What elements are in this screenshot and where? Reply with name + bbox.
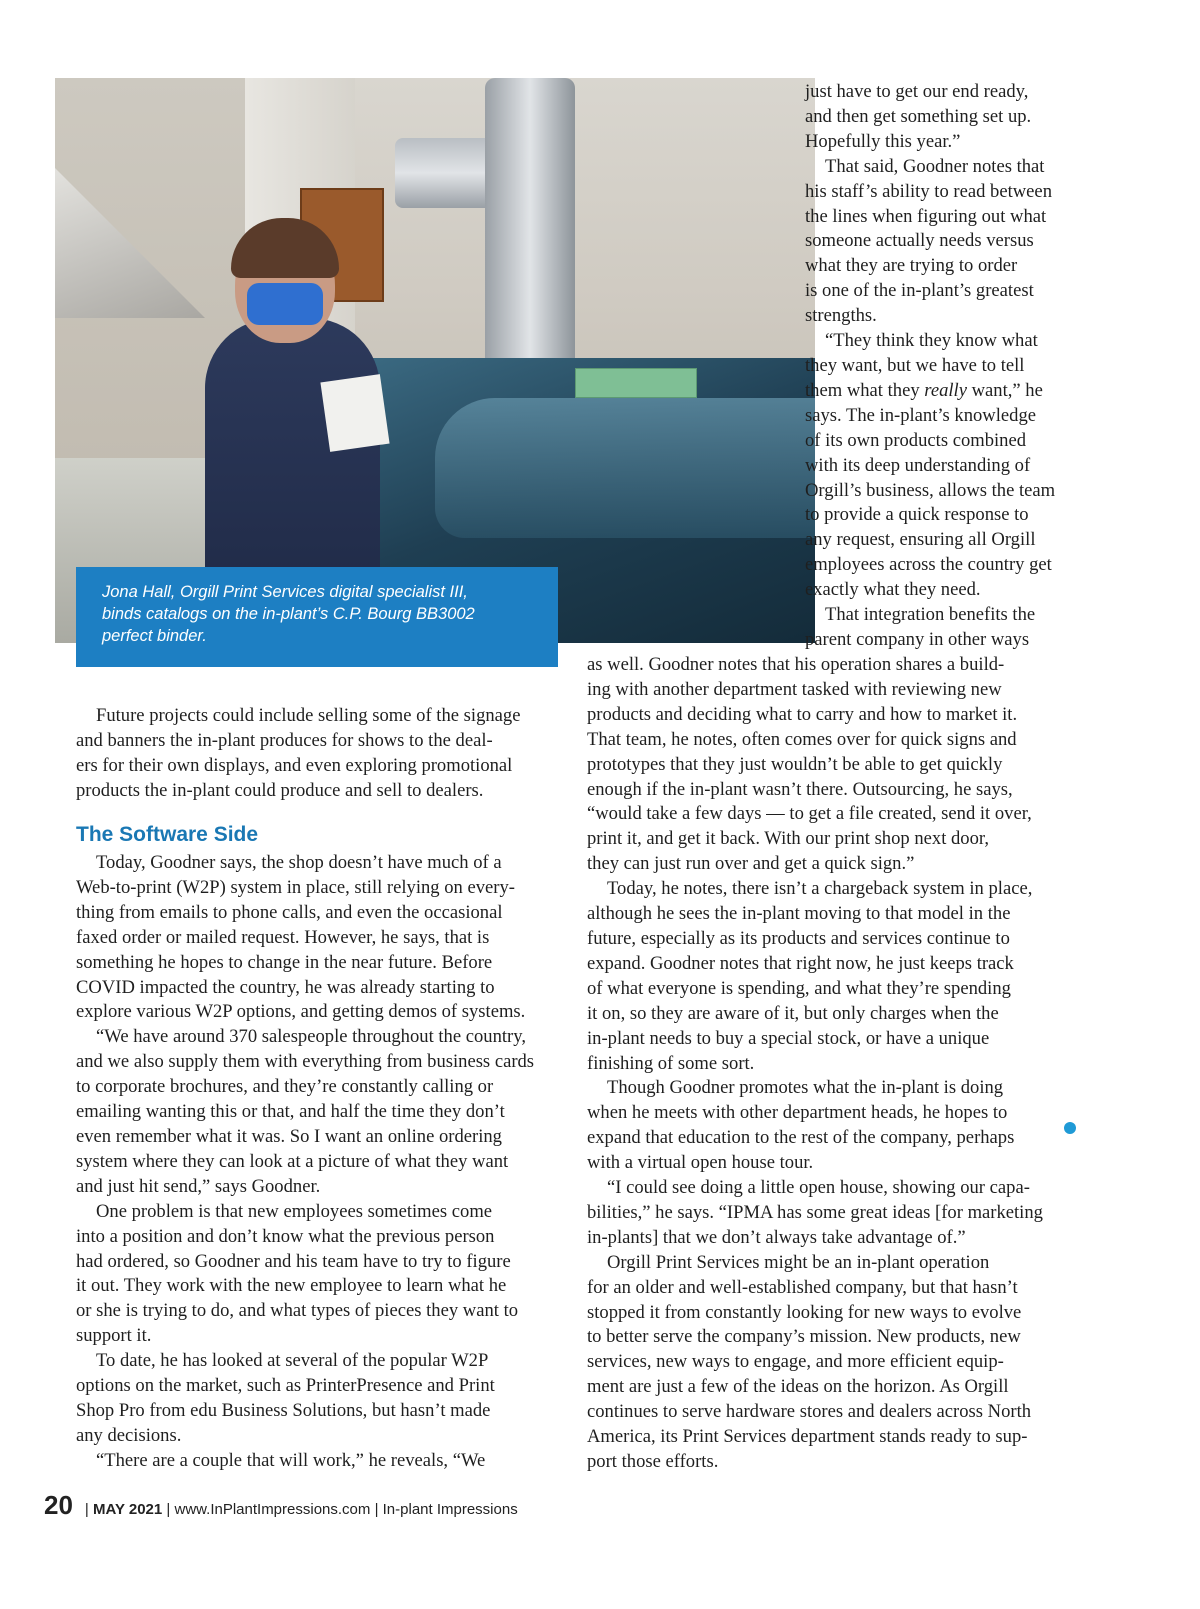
footer-separator: | (166, 1501, 171, 1518)
photo-duct (485, 78, 575, 388)
photo-face-mask (247, 283, 323, 325)
text-line: finishing of some sort. (587, 1052, 755, 1074)
text-line: his staff’s ability to read between (805, 180, 1052, 202)
text-line: they want, but we have to tell (805, 354, 1025, 376)
text-line: enough if the in-plant wasn’t there. Outsourcing, he says, (587, 778, 1013, 800)
caption-line: Jona Hall, Orgill Print Services digital specialist III, (102, 583, 468, 601)
text-line: continues to serve hardware stores and dealers across North (587, 1401, 1032, 1423)
text-line: any request, ensuring all Orgill (805, 529, 1036, 551)
text-line: port those efforts. (587, 1451, 719, 1472)
text-line: exactly what they need. (805, 579, 981, 601)
text-line: in-plants] that we don’t always take advantage of.” (587, 1226, 966, 1248)
text-line: options on the market, such as PrinterPresence and Print (76, 1375, 495, 1397)
text-line: for an older and well-established company, but that hasn’t (587, 1276, 1018, 1298)
text-line: “We have around 370 salespeople throughout the country, (96, 1026, 526, 1048)
text-line: is one of the in-plant’s greatest (805, 280, 1034, 302)
text-line: and banners the in-plant produces for shows to the deal- (76, 729, 493, 751)
text-line: Future projects could include selling some of the signage (96, 705, 521, 726)
text-line: faxed order or mailed request. However, he says, that is (76, 926, 490, 948)
article-column-left-bottom (76, 851, 566, 1474)
text-line: ers for their own displays, and even exploring promotional (76, 754, 513, 776)
text-line: or she is trying to do, and what types of pieces they want to (76, 1300, 519, 1322)
photo-catalogs (320, 374, 389, 452)
footer-meta (85, 1501, 518, 1518)
article-column-right-bottom (587, 653, 1085, 1475)
text-line: even remember what it was. So I want an online ordering (76, 1125, 502, 1147)
text-line: Hopefully this year.” (805, 130, 961, 152)
text-line: to better serve the company’s mission. New products, new (587, 1326, 1021, 1348)
footer-publication: In-plant Impressions (382, 1501, 518, 1518)
text-line: expand that education to the rest of the company, perhaps (587, 1127, 1015, 1149)
text-line: just have to get our end ready, (805, 81, 1029, 102)
text-line: any decisions. (76, 1424, 182, 1446)
text-line: products the in-plant could produce and sell to dealers. (76, 779, 484, 801)
text-line: it out. They work with the new employee to learn what he (76, 1275, 507, 1297)
text-line: services, new ways to engage, and more efficient equip- (587, 1351, 1004, 1373)
footer-separator: | (374, 1501, 379, 1518)
text-line: stopped it from constantly looking for new ways to evolve (587, 1301, 1022, 1323)
text-line: employees across the country get (805, 554, 1052, 576)
text-line: although he sees the in-plant moving to that model in the (587, 903, 1011, 925)
text-line: “I could see doing a little open house, showing our capa- (607, 1177, 1030, 1199)
text-line: thing from emails to phone calls, and even the occasional (76, 901, 503, 923)
photo-paper-stacks (575, 368, 697, 398)
text-line: COVID impacted the country, he was already starting to (76, 976, 495, 998)
text-line: Orgill Print Services might be an in-plant operation (607, 1251, 990, 1273)
text-line: says. The in-plant’s knowledge (805, 404, 1037, 426)
text-line: That said, Goodner notes that (825, 155, 1045, 177)
caption-line: binds catalogs on the in-plant’s C.P. Bourg BB3002 (102, 605, 475, 623)
text-line: Shop Pro from edu Business Solutions, but hasn’t made (76, 1399, 491, 1421)
text-line: of what everyone is spending, and what they’re spending (587, 977, 1011, 999)
article-column-left-top (76, 704, 566, 804)
text-line: To date, he has looked at several of the popular W2P (96, 1350, 489, 1372)
text-line: Web-to-print (W2P) system in place, still relying on every- (76, 876, 515, 898)
photo-caption (76, 567, 558, 667)
text-line: of its own products combined (805, 429, 1027, 451)
text-line: Orgill’s business, allows the team (805, 479, 1056, 501)
text-line: and we also supply them with everything from business cards (76, 1051, 535, 1073)
text-line: with its deep understanding of (805, 454, 1031, 476)
text-line: expand. Goodner notes that right now, he just keeps track (587, 952, 1014, 974)
text-line: to provide a quick response to (805, 504, 1029, 526)
photo-binder-cover (435, 398, 815, 538)
text-line: support it. (76, 1325, 152, 1347)
text-line: it on, so they are aware of it, but only charges when the (587, 1002, 999, 1024)
footer-separator: | (84, 1501, 89, 1518)
text-line: “They think they know what (825, 330, 1038, 352)
text-line: That integration benefits the (825, 604, 1036, 626)
text-line: parent company in other ways (805, 628, 1030, 650)
text-line: One problem is that new employees sometimes come (96, 1200, 493, 1222)
text-line: they can just run over and get a quick sign.” (587, 853, 915, 875)
text-line: strengths. (805, 305, 877, 327)
text-line: print it, and get it back. With our print shop next door, (587, 828, 989, 850)
page-footer (44, 1490, 518, 1524)
text-line: ing with another department tasked with reviewing new (587, 678, 1002, 700)
text-line: bilities,” he says. “IPMA has some great ideas [for marketing (587, 1201, 1043, 1223)
text-line: to corporate brochures, and they’re constantly calling or (76, 1076, 494, 1098)
text-line: prototypes that they just wouldn’t be able to get quickly (587, 753, 1003, 775)
text-line: into a position and don’t know what the previous person (76, 1225, 495, 1247)
text-line: system where they can look at a picture of what they want (76, 1150, 509, 1172)
end-of-article-dot-icon (1064, 1122, 1076, 1134)
text-line: emailing wanting this or that, and half the time they don’t (76, 1101, 505, 1123)
text-line: in-plant needs to buy a special stock, or have a unique (587, 1027, 990, 1049)
article-column-right-top (805, 80, 1085, 653)
text-line: ment are just a few of the ideas on the horizon. As Orgill (587, 1376, 1009, 1398)
text-line: as well. Goodner notes that his operation shares a build- (587, 654, 1005, 675)
footer-website[interactable]: www.InPlantImpressions.com (174, 1501, 371, 1518)
text-line: Today, he notes, there isn’t a chargeback system in place, (607, 878, 1033, 900)
text-line: and then get something set up. (805, 105, 1032, 127)
text-line: America, its Print Services department stands ready to sup- (587, 1426, 1028, 1448)
text-line: had ordered, so Goodner and his team have to try to figure (76, 1250, 511, 1272)
text-line: someone actually needs versus (805, 230, 1034, 252)
text-line: That team, he notes, often comes over for quick signs and (587, 728, 1017, 750)
text-line: explore various W2P options, and getting demos of systems. (76, 1001, 526, 1023)
text-line: something he hopes to change in the near future. Before (76, 951, 493, 973)
caption-line: perfect binder. (102, 627, 207, 645)
text-line: Though Goodner promotes what the in-plant is doing (607, 1077, 1004, 1099)
text-line: products and deciding what to carry and how to market it. (587, 703, 1018, 725)
text-line: Today, Goodner says, the shop doesn’t have much of a (96, 852, 502, 873)
article-photo (55, 78, 815, 643)
text-line: the lines when figuring out what (805, 205, 1047, 227)
text-line: and just hit send,” says Goodner. (76, 1175, 321, 1197)
text-line: what they are trying to order (805, 255, 1018, 277)
page-number: 20 (44, 1490, 73, 1520)
footer-issue: MAY 2021 (93, 1501, 163, 1518)
text-line: them what they really want,” he (805, 379, 1043, 401)
text-line: future, especially as its products and services continue to (587, 927, 1010, 949)
text-line: “There are a couple that will work,” he reveals, “We (96, 1449, 486, 1471)
photo-caption-text (102, 581, 534, 647)
section-heading: The Software Side (76, 823, 259, 846)
text-line: “would take a few days — to get a file created, send it over, (587, 803, 1032, 825)
text-line: when he meets with other department heads, he hopes to (587, 1102, 1008, 1124)
text-line: with a virtual open house tour. (587, 1152, 814, 1174)
